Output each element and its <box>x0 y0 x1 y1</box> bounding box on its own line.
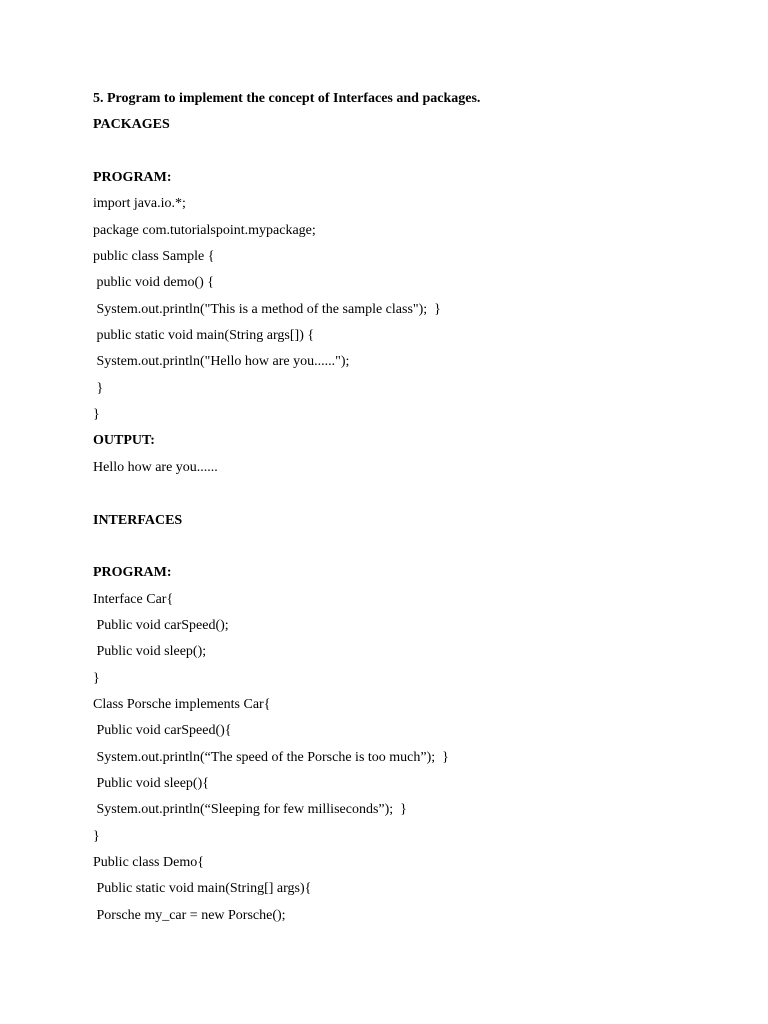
interfaces-code-block <box>93 587 733 929</box>
code-line: import java.io.*; <box>93 196 186 212</box>
code-line: } <box>93 670 100 686</box>
packages-heading: PACKAGES <box>93 117 170 133</box>
code-line: Interface Car{ <box>93 591 174 607</box>
spacer <box>93 139 733 165</box>
code-line: Public void sleep(){ <box>93 775 209 791</box>
code-line: public void demo() { <box>93 275 215 291</box>
code-line: System.out.println("This is a method of the sample class"); } <box>93 301 441 317</box>
packages-output: Hello how are you...... <box>93 459 218 475</box>
code-line: public static void main(String args[]) { <box>93 328 315 344</box>
code-line: Public static void main(String[] args){ <box>93 881 312 897</box>
code-line: System.out.println("Hello how are you......"); <box>93 354 350 370</box>
code-line: } <box>93 828 100 844</box>
code-line: } <box>93 407 100 423</box>
code-line: public class Sample { <box>93 249 215 265</box>
document-title: 5. Program to implement the concept of Interfaces and packages. <box>93 91 481 106</box>
document-page <box>93 86 733 929</box>
code-line: Public class Demo{ <box>93 854 204 870</box>
spacer <box>93 534 733 560</box>
code-line: Porsche my_car = new Porsche(); <box>93 907 286 923</box>
packages-program-label: PROGRAM: <box>93 170 172 186</box>
interfaces-heading: INTERFACES <box>93 512 183 528</box>
code-line: Public void sleep(); <box>93 644 207 660</box>
code-line: System.out.println(“The speed of the Porsche is too much”); } <box>93 749 449 765</box>
packages-output-label: OUTPUT: <box>93 433 155 449</box>
packages-code-block <box>93 191 733 428</box>
interfaces-program-label: PROGRAM: <box>93 565 172 581</box>
code-line: Class Porsche implements Car{ <box>93 696 271 712</box>
code-line: System.out.println(“Sleeping for few milliseconds”); } <box>93 802 407 818</box>
code-line: package com.tutorialspoint.mypackage; <box>93 222 316 238</box>
code-line: Public void carSpeed(); <box>93 617 229 633</box>
code-line: Public void carSpeed(){ <box>93 723 232 739</box>
spacer <box>93 481 733 507</box>
code-line: } <box>93 380 104 396</box>
